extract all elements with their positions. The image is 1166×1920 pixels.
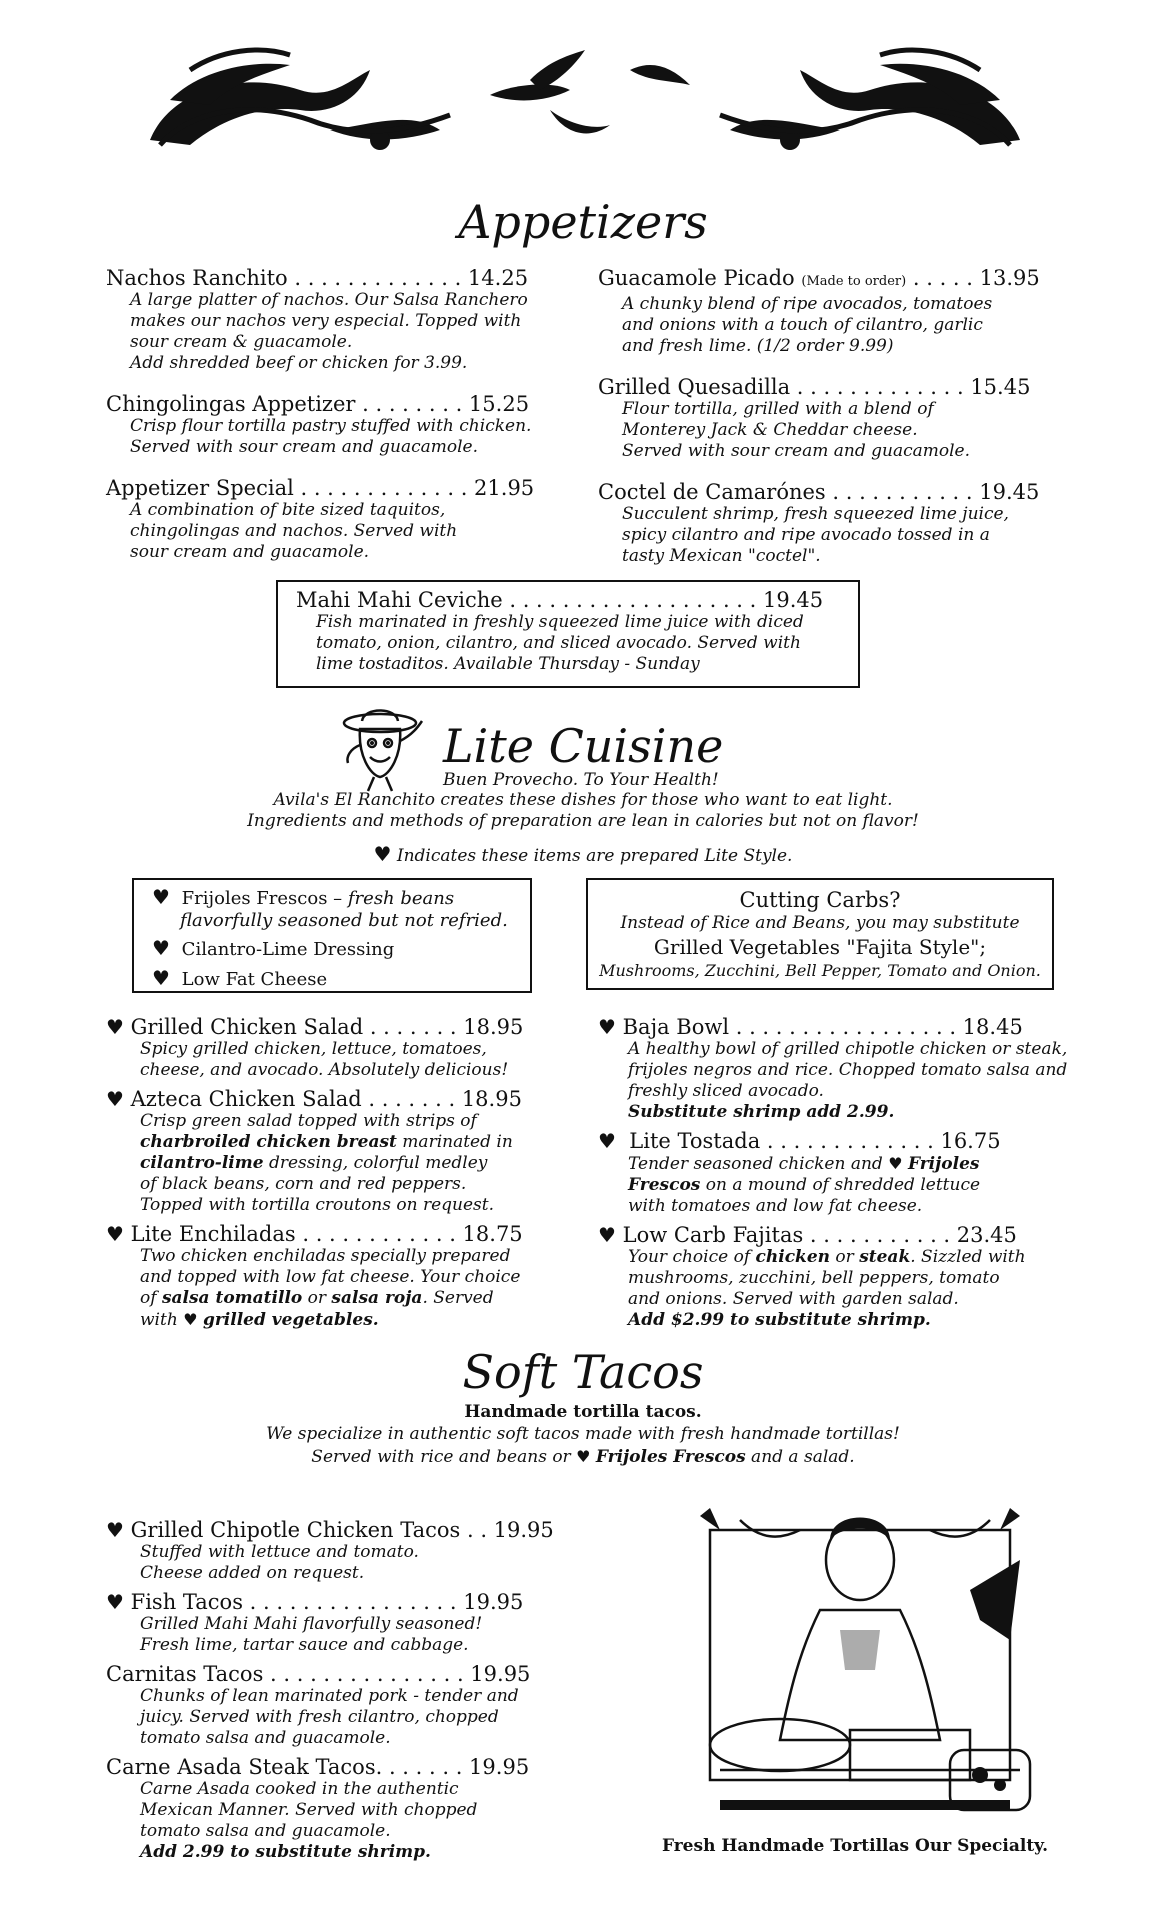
item-name: Appetizer Special . . . . . . . . . . . . . 21.95 <box>106 476 535 500</box>
item-name: Grilled Quesadilla . . . . . . . . . . . . . 15.45 <box>598 375 1031 399</box>
special-item-box <box>276 580 860 688</box>
menu-item <box>106 1518 576 1584</box>
item-name: ♥ Azteca Chicken Salad . . . . . . . 18.95 <box>106 1087 522 1111</box>
lite-ingredient-3: ♥ Low Fat Cheese <box>152 966 328 990</box>
tacos-column <box>106 1518 576 1863</box>
item-description: A large platter of nachos. Our Salsa Ranchero makes our nachos very especial. Topped with sour cream & guacamole. Add shredded beef or chicken for 3.99. <box>130 290 528 373</box>
menu-item <box>598 1129 1098 1217</box>
item-description: A healthy bowl of grilled chipotle chicken or steak, frijoles negros and rice. Chopped tomato salsa and freshly sliced avocado. Substitute shrimp add 2.99. <box>628 1039 1068 1122</box>
heart-icon: ♥ <box>888 1154 903 1173</box>
item-name: ♥ Fish Tacos . . . . . . . . . . . . . . . . 19.95 <box>106 1590 524 1614</box>
tacos-intro-1: We specialize in authentic soft tacos made with fresh handmade tortillas! <box>266 1424 900 1444</box>
item-name: ♥ Lite Tostada . . . . . . . . . . . . . 16.75 <box>598 1129 1001 1153</box>
appetizers-right-column <box>598 266 1078 567</box>
heart-icon: ♥ <box>598 1223 616 1247</box>
menu-item <box>106 1222 576 1331</box>
item-description: Two chicken enchiladas specially prepared and topped with low fat cheese. Your choice of salsa tomatillo or salsa roja. Served with ♥ grilled vegetables. <box>140 1246 521 1330</box>
item-name: Carnitas Tacos . . . . . . . . . . . . . . . 19.95 <box>106 1662 531 1686</box>
menu-item <box>598 480 1078 567</box>
item-description: Crisp green salad topped with strips of charbroiled chicken breast marinated in cilantro-lime dressing, colorful medley of black beans, corn and red peppers. Topped with tortilla croutons on request. <box>140 1111 513 1215</box>
item-name: ♥ Baja Bowl . . . . . . . . . . . . . . . . . 18.45 <box>598 1015 1023 1039</box>
menu-item <box>598 1223 1098 1331</box>
item-description: Tender seasoned chicken and ♥ Frijoles Frescos on a mound of shredded lettuce with tomatoes and low fat cheese. <box>628 1154 981 1216</box>
item-name: ♥ Grilled Chipotle Chicken Tacos . . 19.95 <box>106 1518 554 1542</box>
heart-icon: ♥ <box>152 885 170 909</box>
floral-ornament <box>130 30 1040 170</box>
item-description: Grilled Mahi Mahi flavorfully seasoned! Fresh lime, tartar sauce and cabbage. <box>140 1614 483 1655</box>
item-description: Your choice of chicken or steak. Sizzled with mushrooms, zucchini, bell peppers, tomato and onions. Served with garden salad. Add $2.99 to substitute shrimp. <box>628 1247 1026 1330</box>
item-description: Succulent shrimp, fresh squeezed lime juice, spicy cilantro and ripe avocado tossed in a tasty Mexican "coctel". <box>622 504 1009 566</box>
heart-icon: ♥ <box>152 966 170 990</box>
item-name: Mahi Mahi Ceviche . . . . . . . . . . . . . . . . . . . 19.45 <box>296 588 824 612</box>
heart-icon: ♥ <box>598 1015 616 1039</box>
heart-icon: ♥ <box>373 842 392 866</box>
heart-icon: ♥ <box>106 1087 124 1111</box>
lite-ingredients-box <box>132 878 532 993</box>
heart-icon: ♥ <box>576 1447 591 1466</box>
item-description: Chunks of lean marinated pork - tender and juicy. Served with fresh cilantro, chopped tomato salsa and guacamole. <box>140 1686 519 1748</box>
item-name: ♥ Grilled Chicken Salad . . . . . . . 18.95 <box>106 1015 524 1039</box>
section-title-lite-cuisine: Lite Cuisine <box>443 719 724 773</box>
illustration-caption: Fresh Handmade Tortillas Our Specialty. <box>661 1836 1049 1856</box>
appetizers-left-column <box>106 266 566 563</box>
menu-item <box>598 266 1078 357</box>
item-description: Fish marinated in freshly squeezed lime juice with diced tomato, onion, cilantro, and sliced avocado. Served with lime tostaditos. Available Thursday - Sunday <box>316 612 804 674</box>
item-name: Coctel de Camarónes . . . . . . . . . . . 19.45 <box>598 480 1040 504</box>
heart-icon: ♥ <box>106 1518 124 1542</box>
lite-indicator-note: ♥ Indicates these items are prepared Lite Style. <box>373 842 793 866</box>
menu-item <box>106 1662 576 1749</box>
lite-ingredient-2: ♥ Cilantro-Lime Dressing <box>152 936 395 960</box>
item-name: Carne Asada Steak Tacos. . . . . . . 19.95 <box>106 1755 530 1779</box>
heart-icon: ♥ <box>106 1015 124 1039</box>
lite-right-column <box>598 1015 1098 1331</box>
lite-left-column <box>106 1015 576 1331</box>
menu-item <box>106 1015 576 1081</box>
item-name: ♥ Low Carb Fajitas . . . . . . . . . . . 23.45 <box>598 1223 1017 1247</box>
heart-icon: ♥ <box>106 1590 124 1614</box>
menu-item <box>106 1087 576 1216</box>
heart-icon: ♥ <box>152 936 170 960</box>
item-name: Nachos Ranchito . . . . . . . . . . . . . 14.25 <box>106 266 529 290</box>
heart-icon: ♥ <box>106 1222 124 1246</box>
lite-intro-2: Ingredients and methods of preparation are lean in calories but not on flavor! <box>247 811 919 831</box>
section-title-appetizers: Appetizers <box>458 195 708 249</box>
tacos-subtitle: Handmade tortilla tacos. <box>464 1402 702 1422</box>
item-name: Guacamole Picado (Made to order) . . . . . 13.95 <box>598 266 1040 290</box>
item-name: Chingolingas Appetizer . . . . . . . . 15.25 <box>106 392 530 416</box>
item-description: A combination of bite sized taquitos, chingolingas and nachos. Served with sour cream and guacamole. <box>130 500 458 562</box>
lite-intro-1: Avila's El Ranchito creates these dishes for those who want to eat light. <box>273 790 893 810</box>
heart-icon: ♥ <box>598 1129 616 1153</box>
item-description: Carne Asada cooked in the authentic Mexican Manner. Served with chopped tomato salsa and guacamole. Add 2.99 to substitute shrimp. <box>140 1779 478 1862</box>
menu-item <box>598 375 1078 462</box>
lite-ingredient-1-detail: flavorfully seasoned but not refried. <box>180 910 508 931</box>
item-description: A chunky blend of ripe avocados, tomatoes and onions with a touch of cilantro, garlic and fresh lime. (1/2 order 9.99) <box>622 294 993 356</box>
item-description: Spicy grilled chicken, lettuce, tomatoes, cheese, and avocado. Absolutely delicious! <box>140 1039 509 1080</box>
cutting-carbs-line-2: Grilled Vegetables "Fajita Style"; <box>653 935 987 959</box>
menu-item <box>106 1590 576 1656</box>
item-description: Stuffed with lettuce and tomato. Cheese added on request. <box>140 1542 419 1583</box>
menu-item <box>106 266 566 374</box>
menu-item <box>106 476 566 563</box>
lite-subtitle: Buen Provecho. To Your Health! <box>443 770 719 790</box>
section-title-soft-tacos: Soft Tacos <box>462 1345 704 1399</box>
tortilla-woman-illustration <box>680 1500 1060 1820</box>
lite-ingredient-1: ♥ Frijoles Frescos – fresh beans <box>152 885 455 909</box>
item-description: Crisp flour tortilla pastry stuffed with chicken. Served with sour cream and guacamole. <box>130 416 532 457</box>
item-name: ♥ Lite Enchiladas . . . . . . . . . . . . 18.75 <box>106 1222 523 1246</box>
cutting-carbs-title: Cutting Carbs? <box>739 888 901 912</box>
menu-item <box>106 392 566 458</box>
tacos-intro-2: Served with rice and beans or ♥ Frijoles Frescos and a salad. <box>311 1447 855 1467</box>
heart-icon: ♥ <box>183 1310 198 1329</box>
cutting-carbs-line-3: Mushrooms, Zucchini, Bell Pepper, Tomato and Onion. <box>599 961 1041 980</box>
cutting-carbs-box <box>586 878 1054 990</box>
menu-item <box>598 1015 1098 1123</box>
item-description: Flour tortilla, grilled with a blend of Monterey Jack & Cheddar cheese. Served with sour cream and guacamole. <box>622 399 971 461</box>
cutting-carbs-line-1: Instead of Rice and Beans, you may substitute <box>620 913 1020 933</box>
chef-mascot <box>340 705 430 795</box>
menu-item <box>106 1755 576 1863</box>
